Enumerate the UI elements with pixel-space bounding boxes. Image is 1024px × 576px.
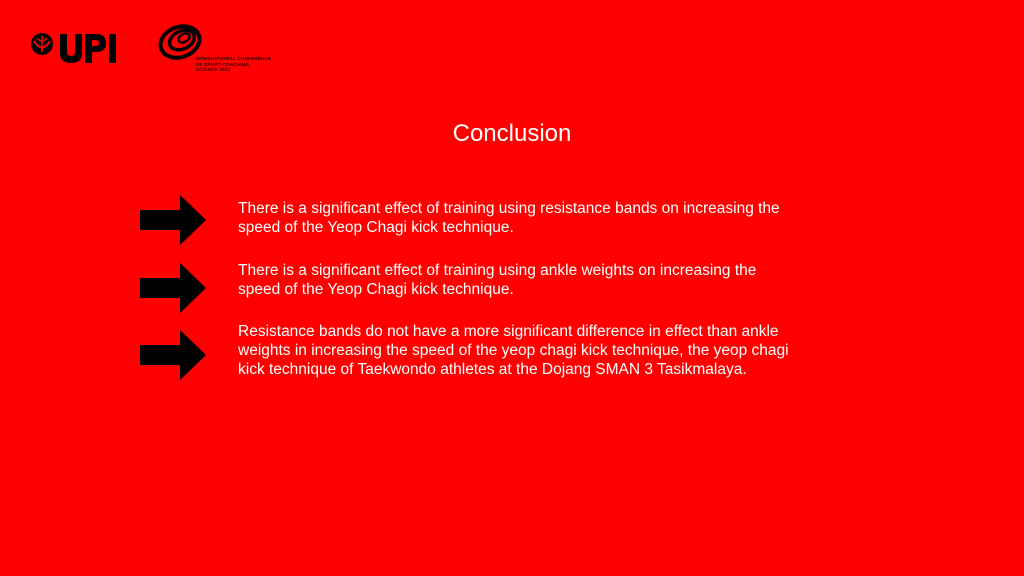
conference-line-3: SCIENCE 2024	[196, 67, 231, 73]
right-arrow-icon	[140, 263, 206, 313]
conference-line-2: OF SPORT COACHING	[196, 61, 250, 67]
conclusion-text-3: Resistance bands do not have a more significant difference in effect than ankle weights in increasing the speed of the yeop chagi kick technique, the yeop chagi kick technique of Taekwondo athletes at the Dojang SMAN 3 Tasikmalaya.	[238, 323, 789, 378]
conclusion-text-1: There is a significant effect of training using resistance bands on increasing the speed of the Yeop Chagi kick technique.	[238, 200, 780, 236]
conference-logo	[156, 20, 286, 80]
conference-name	[196, 56, 271, 73]
right-arrow-icon	[140, 195, 206, 245]
slide-title: Conclusion	[452, 120, 572, 147]
right-arrow-icon	[140, 330, 206, 380]
conclusion-text-2: There is a significant effect of training using ankle weights on increasing the speed of the Yeop Chagi kick technique.	[238, 262, 757, 298]
upi-logo	[28, 28, 124, 68]
upi-logo-icon	[28, 28, 124, 68]
conference-line-1: INTERNATIONAL CONFERENCE	[196, 56, 272, 61]
